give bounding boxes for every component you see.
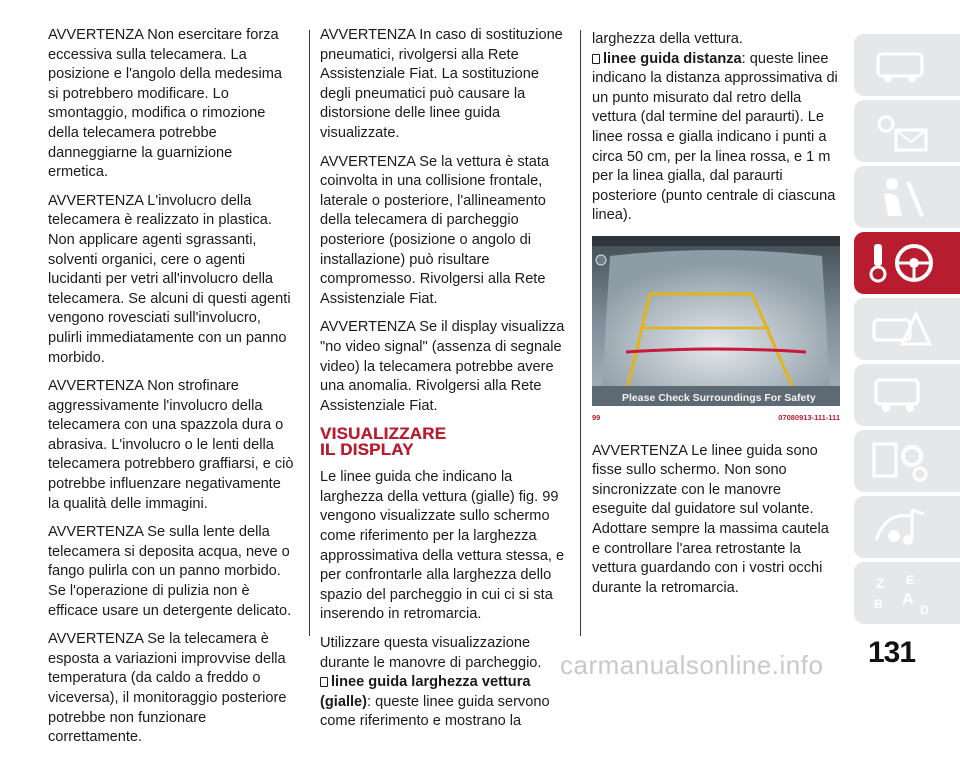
airbag-seat-icon xyxy=(866,172,936,222)
svg-text:Z: Z xyxy=(876,575,885,591)
tab-warning-lights[interactable] xyxy=(854,100,960,162)
warning-force: AVVERTENZA Non esercitare forza eccessiva sulla telecamera. La posizione e l'angolo della medesima si potrebbero modificare. Lo smontaggio, modifica o rimozione della telecamera potrebbe danneggiarne la guarnizione ermetica. xyxy=(48,27,282,181)
continuation-text: larghezza della vettura. xyxy=(592,31,743,47)
section-heading: VISUALIZZARE IL DISPLAY xyxy=(320,424,447,460)
svg-text:A: A xyxy=(902,591,914,608)
warning-housing: AVVERTENZA L'involucro della telecamera è realizzato in plastica. Non applicare agenti sgrassanti, solventi organici, cere o agenti lucidanti per vetri all'involucro della telecamera. Se alcuni di questi agenti vengono rovesciati sull'involucro, pulirli immediatamente con un panno morbido. xyxy=(48,192,291,366)
tab-multimedia[interactable] xyxy=(854,496,960,558)
tab-starting-driving[interactable] xyxy=(854,232,960,294)
page-number: 131 xyxy=(868,636,916,669)
checkbox-bullet-icon xyxy=(592,54,600,64)
tab-index[interactable] xyxy=(854,562,960,624)
warning-no-signal: AVVERTENZA Se il display visualizza "no video signal" (assenza di segnale video) la telecamera potrebbe avere una anomalia. Rivolgersi alla Rete Assistenziale Fiat. xyxy=(320,319,565,414)
tab-technical-specs[interactable] xyxy=(854,430,960,492)
warning-collision: AVVERTENZA Se la vettura è stata coinvolta in una collisione frontale, laterale o posteriore, l'allineamento della telecamera di parcheggio posteriore (posizione o angolo di installazione) può risultare compromesso. Rivolgersi alla Rete Assistenziale Fiat. xyxy=(320,153,550,307)
technical-specs-icon xyxy=(866,436,936,486)
checkbox-bullet-icon xyxy=(320,677,328,687)
rear-camera-figure xyxy=(592,236,840,406)
watermark: carmanualsonline.info xyxy=(560,650,824,680)
emergency-triangle-icon xyxy=(866,304,936,354)
tab-service[interactable] xyxy=(854,364,960,426)
warning-temperature: AVVERTENZA Se la telecamera è esposta a variazioni improvvise della temperatura (da caldo a freddo o viceversa), il monitoraggio posteriore potrebbe non funzionare correttamente. xyxy=(48,631,287,746)
steering-wheel-key-icon xyxy=(866,238,936,288)
camera-settings-icon xyxy=(596,255,606,265)
column-2 xyxy=(320,26,570,732)
column-3 xyxy=(592,30,840,607)
svg-text:D: D xyxy=(920,603,929,617)
bullet-width-lines: linee guida larghezza vettura (gialle): queste linee guida servono come riferimento e mostrano la xyxy=(320,674,550,730)
car-service-icon xyxy=(866,370,936,420)
camera-screen-image xyxy=(592,236,840,406)
tab-safety[interactable] xyxy=(854,166,960,228)
warning-lights-icon xyxy=(866,106,936,156)
figure-number: 99 xyxy=(592,412,601,422)
warning-lens: AVVERTENZA Se sulla lente della telecamera si deposita acqua, neve o fango pulirla con un panno morbido. Se l'operazione di pulizia non è efficace usare un detergente delicato. xyxy=(48,524,292,619)
guidelines-usage: Utilizzare questa visualizzazione durante le manovre di parcheggio. xyxy=(320,635,542,671)
svg-text:E: E xyxy=(906,573,915,587)
car-dashboard-icon xyxy=(866,40,936,90)
column-divider xyxy=(309,30,310,636)
safety-message: Please Check Surroundings For Safety xyxy=(622,391,816,404)
guidelines-intro: Le linee guida che indicano la larghezza della vettura (gialle) fig. 99 vengono visualizzate sullo schermo come riferimento per la larghezza approssimativa della vettura stessa, e per confrontarle alla larghezza dello spazio del parcheggio in cui ci si sta inserendo in retromarcia. xyxy=(320,469,565,623)
tab-dashboard[interactable] xyxy=(854,34,960,96)
figure-code: 07080913-111-111 xyxy=(778,412,840,422)
alphabetical-index-icon xyxy=(866,568,936,618)
warning-tyres: AVVERTENZA In caso di sostituzione pneumatici, rivolgersi alla Rete Assistenziale Fiat. La sostituzione degli pneumatici può causare la distorsione delle linee guida visualizzate. xyxy=(320,27,563,141)
multimedia-icon xyxy=(866,502,936,552)
svg-text:B: B xyxy=(874,597,883,611)
tab-emergency[interactable] xyxy=(854,298,960,360)
bullet-distance-lines: linee guida distanza: queste linee indicano la distanza approssimativa di un punto misurato dal retro della vettura (dal termine del paraurti). Le linee rossa e gialla indicano i punti a circa 50 cm, per la linea rossa, e 1 m per la linea gialla, dal paraurti posteriore (punto centrale di ciascuna linea). xyxy=(592,50,838,224)
warning-scrub: AVVERTENZA Non strofinare aggressivamente l'involucro della telecamera con una spazzola dura o abrasiva. L'involucro o le lenti della telecamera potrebbero graffiarsi, e ciò potrebbe influenzare negativamente la qualità delle immagini. xyxy=(48,378,294,512)
column-divider xyxy=(580,30,581,636)
figure-caption xyxy=(592,408,840,428)
warning-fixed-lines: AVVERTENZA Le linee guida sono fisse sullo schermo. Non sono sincronizzate con le manovre eseguite dal guidatore sul volante. Adottare sempre la massima cautela e controllare l'area retrostante la vettura guardando con i vostri occhi durante la retromarcia. xyxy=(592,442,829,596)
column-1 xyxy=(48,26,296,757)
